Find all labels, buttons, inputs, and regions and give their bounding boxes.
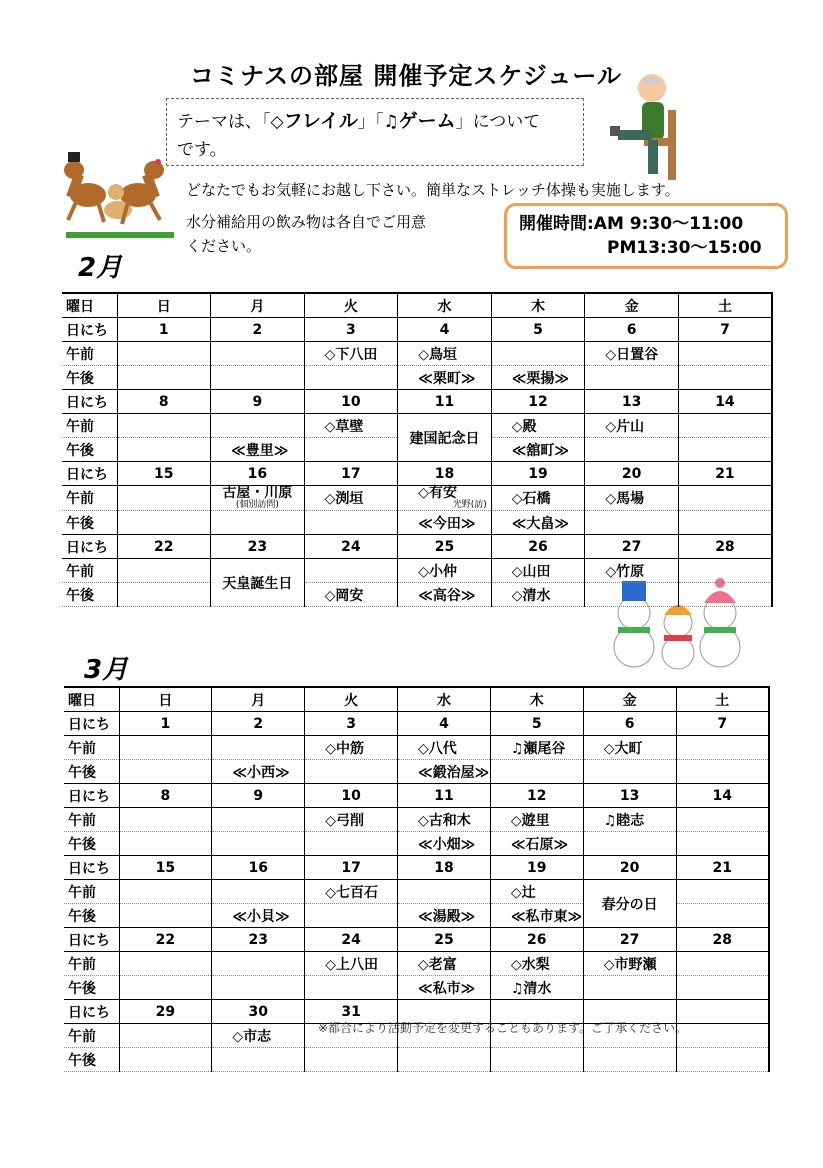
pm-event <box>676 760 769 784</box>
pm-event: ≪私市≫ <box>398 976 491 1000</box>
pm-label: 午後 <box>62 511 117 535</box>
drink-note: 水分補給用の飲み物は各自でご用意 ください。 <box>186 213 427 255</box>
weekday-5: 金 <box>585 293 679 318</box>
date-cell: 9 <box>212 784 305 808</box>
pm-event <box>490 1048 583 1072</box>
pm-event <box>585 366 679 390</box>
pm-event: ≪鍛治屋≫ <box>398 760 491 784</box>
pm-event <box>305 760 398 784</box>
am-event: ◇下八田 <box>304 342 398 366</box>
date-cell: 9 <box>211 390 305 414</box>
pm-event: ◇清水 <box>491 583 585 607</box>
pm-event: ≪小西≫ <box>212 760 305 784</box>
date-cell: 23 <box>212 928 305 952</box>
pm-label: 午後 <box>62 583 117 607</box>
pm-event <box>117 366 211 390</box>
date-cell: 4 <box>398 318 492 342</box>
mar-month-label: 3月 <box>84 655 129 685</box>
am-event <box>212 736 305 760</box>
date-cell: 14 <box>678 390 772 414</box>
pm-event: ≪大畠≫ <box>491 511 585 535</box>
am-event: ◇上八田 <box>305 952 398 976</box>
date-cell: 28 <box>678 535 772 559</box>
weekday-label: 曜日 <box>62 293 117 318</box>
pm-event <box>398 1048 491 1072</box>
intro-text: どなたでもお気軽にお越し下さい。簡単なストレッチ体操も実施します。 <box>186 181 680 199</box>
am-event: ◇遊里 <box>490 808 583 832</box>
am-event <box>119 1024 212 1048</box>
pm-label: 午後 <box>64 904 119 928</box>
theme-frail: フレイル <box>283 110 358 132</box>
date-cell: 3 <box>305 712 398 736</box>
pm-label: 午後 <box>64 760 119 784</box>
date-cell: 30 <box>212 1000 305 1024</box>
am-event <box>119 808 212 832</box>
am-event: ◇山田 <box>491 559 585 583</box>
am-label: 午前 <box>62 414 117 438</box>
theme-game: ゲーム <box>398 110 456 132</box>
hours-am: 開催時間:AM 9:30～11:00 <box>519 214 744 234</box>
date-label: 日にち <box>64 784 119 808</box>
pm-event <box>676 1048 769 1072</box>
pm-event <box>305 904 398 928</box>
am-label: 午前 <box>64 808 119 832</box>
weekday-6: 土 <box>678 293 772 318</box>
date-cell: 20 <box>585 462 679 486</box>
am-event <box>211 342 305 366</box>
pm-event <box>583 760 676 784</box>
pm-event <box>119 832 212 856</box>
am-event: ◇七百石 <box>305 880 398 904</box>
pm-event <box>304 511 398 535</box>
date-cell: 18 <box>398 462 492 486</box>
horses-illustration <box>58 140 176 240</box>
date-cell: 18 <box>398 856 491 880</box>
am-label: 午前 <box>62 559 117 583</box>
am-event: ♫睦志 <box>583 808 676 832</box>
date-cell: 22 <box>117 535 211 559</box>
pm-event: ≪高谷≫ <box>398 583 492 607</box>
am-event: ◇草壁 <box>304 414 398 438</box>
am-event: ◇老富 <box>398 952 491 976</box>
date-label: 日にち <box>64 928 119 952</box>
theme-suffix: 」について <box>455 112 541 132</box>
holiday-cell: 建国記念日 <box>398 414 492 462</box>
am-event: ◇水梨 <box>490 952 583 976</box>
date-label: 日にち <box>64 712 119 736</box>
date-cell: 11 <box>398 390 492 414</box>
mar-calendar <box>64 686 770 1072</box>
visit-note: 光野(訪) <box>452 500 487 510</box>
am-event <box>678 342 772 366</box>
pm-event <box>119 904 212 928</box>
pm-event: ≪今田≫ <box>398 511 492 535</box>
date-label: 日にち <box>62 318 117 342</box>
pm-event <box>304 366 398 390</box>
date-cell: 3 <box>304 318 398 342</box>
date-cell: 22 <box>119 928 212 952</box>
weekday-5: 金 <box>583 687 676 712</box>
date-cell: 17 <box>304 462 398 486</box>
pm-event: ≪舘町≫ <box>491 438 585 462</box>
pm-event <box>583 976 676 1000</box>
pm-event: ≪栗町≫ <box>398 366 492 390</box>
am-event <box>678 414 772 438</box>
am-event: ◇市野瀬 <box>583 952 676 976</box>
pm-event <box>117 438 211 462</box>
pm-event <box>678 366 772 390</box>
holiday-cell: 天皇誕生日 <box>211 559 305 607</box>
theme-mid: 」「♫ <box>357 112 399 132</box>
am-event: ◇鳥垣 <box>398 342 492 366</box>
date-cell: 17 <box>305 856 398 880</box>
pm-event: ◇岡安 <box>304 583 398 607</box>
weekday-4: 木 <box>490 687 583 712</box>
date-cell: 25 <box>398 928 491 952</box>
feb-calendar <box>62 292 773 607</box>
date-cell: 19 <box>490 856 583 880</box>
date-cell: 6 <box>585 318 679 342</box>
hours-pm: PM13:30～15:00 <box>607 238 762 258</box>
am-event: ◇竹原 <box>585 559 679 583</box>
feb-month-label: 2月 <box>78 253 123 283</box>
am-label: 午前 <box>64 1024 119 1048</box>
am-event: ♫瀬尾谷 <box>490 736 583 760</box>
date-cell: 21 <box>676 856 769 880</box>
date-label: 日にち <box>62 535 117 559</box>
date-cell: 16 <box>212 856 305 880</box>
date-label: 日にち <box>64 856 119 880</box>
pm-event <box>583 1048 676 1072</box>
date-cell: 5 <box>491 318 585 342</box>
am-event <box>117 559 211 583</box>
pm-event <box>305 976 398 1000</box>
theme-prefix: テーマは、「◇ <box>177 112 284 132</box>
pm-event <box>212 832 305 856</box>
date-cell: 4 <box>398 712 491 736</box>
visit-note: (個別訪問) <box>235 500 279 510</box>
pm-event: ≪豊里≫ <box>211 438 305 462</box>
date-cell: 1 <box>119 712 212 736</box>
am-event <box>212 880 305 904</box>
date-cell: 10 <box>305 784 398 808</box>
am-event <box>676 952 769 976</box>
am-event <box>491 342 585 366</box>
date-cell: 31 <box>305 1000 398 1024</box>
am-event <box>117 342 211 366</box>
date-cell: 13 <box>583 784 676 808</box>
change-notice: ※都合により活動予定を変更することもあります。ご了承ください。 <box>318 1021 688 1035</box>
am-event <box>676 808 769 832</box>
date-cell: 27 <box>585 535 679 559</box>
am-event: ◇大町 <box>583 736 676 760</box>
date-cell: 8 <box>117 390 211 414</box>
pm-label: 午後 <box>64 976 119 1000</box>
date-cell: 15 <box>117 462 211 486</box>
pm-event <box>211 366 305 390</box>
am-event <box>304 559 398 583</box>
pm-label: 午後 <box>62 366 117 390</box>
hours-box <box>504 203 788 269</box>
pm-event: ≪私市東≫ <box>490 904 583 928</box>
weekday-1: 月 <box>212 687 305 712</box>
pm-event: ≪湯殿≫ <box>398 904 491 928</box>
weekday-3: 水 <box>398 687 491 712</box>
am-event <box>117 414 211 438</box>
am-event: ◇渕垣 <box>304 486 398 511</box>
exercise-man-illustration <box>608 70 688 185</box>
date-cell: 10 <box>304 390 398 414</box>
pm-label: 午後 <box>64 1048 119 1072</box>
date-cell: 23 <box>211 535 305 559</box>
weekday-6: 土 <box>676 687 769 712</box>
am-event <box>117 486 211 511</box>
date-cell: 7 <box>678 318 772 342</box>
pm-event: ♫清水 <box>490 976 583 1000</box>
am-event <box>212 952 305 976</box>
date-cell: 13 <box>585 390 679 414</box>
am-event <box>119 952 212 976</box>
theme-box <box>166 98 584 166</box>
weekday-1: 月 <box>211 293 305 318</box>
date-cell: 16 <box>211 462 305 486</box>
pm-event: ≪小畑≫ <box>398 832 491 856</box>
weekday-4: 木 <box>491 293 585 318</box>
pm-event <box>676 904 769 928</box>
date-label: 日にち <box>64 1000 119 1024</box>
pm-event: ≪石原≫ <box>490 832 583 856</box>
am-event: 古屋・川原 (個別訪問) <box>211 486 305 511</box>
pm-event <box>585 583 679 607</box>
date-cell: 28 <box>676 928 769 952</box>
page-title: コミナスの部屋 開催予定スケジュール <box>190 62 622 90</box>
pm-event <box>678 511 772 535</box>
weekday-0: 日 <box>119 687 212 712</box>
am-event: ◇弓削 <box>305 808 398 832</box>
date-cell: 24 <box>305 928 398 952</box>
pm-event <box>678 583 772 607</box>
date-cell: 25 <box>398 535 492 559</box>
am-event <box>676 1024 769 1048</box>
date-cell: 12 <box>491 390 585 414</box>
pm-event: ≪小貝≫ <box>212 904 305 928</box>
pm-event <box>119 1048 212 1072</box>
weekday-3: 水 <box>398 293 492 318</box>
am-event <box>676 736 769 760</box>
am-label: 午前 <box>62 342 117 366</box>
am-event <box>119 736 212 760</box>
date-cell: 15 <box>119 856 212 880</box>
pm-label: 午後 <box>62 438 117 462</box>
pm-event <box>211 511 305 535</box>
pm-event <box>583 832 676 856</box>
date-cell: 19 <box>491 462 585 486</box>
am-event: ◇中筋 <box>305 736 398 760</box>
pm-event <box>117 583 211 607</box>
weekday-2: 火 <box>304 293 398 318</box>
am-label: 午前 <box>64 952 119 976</box>
am-event: ◇日置谷 <box>585 342 679 366</box>
am-event: ◇八代 <box>398 736 491 760</box>
pm-event <box>119 976 212 1000</box>
am-event: ◇片山 <box>585 414 679 438</box>
date-cell: 21 <box>678 462 772 486</box>
date-cell: 29 <box>119 1000 212 1024</box>
am-event <box>678 486 772 511</box>
pm-label: 午後 <box>64 832 119 856</box>
am-label: 午前 <box>62 486 117 511</box>
date-cell: 14 <box>676 784 769 808</box>
date-cell: 11 <box>398 784 491 808</box>
am-event: ◇古和木 <box>398 808 491 832</box>
am-label: 午前 <box>64 736 119 760</box>
pm-event <box>305 1048 398 1072</box>
am-event: ◇石橋 <box>491 486 585 511</box>
pm-event <box>305 832 398 856</box>
pm-event <box>676 976 769 1000</box>
am-label: 午前 <box>64 880 119 904</box>
date-cell: 8 <box>119 784 212 808</box>
pm-event <box>212 1048 305 1072</box>
date-cell <box>676 1000 769 1024</box>
date-cell: 26 <box>491 535 585 559</box>
date-label: 日にち <box>62 462 117 486</box>
am-event: ◇小仲 <box>398 559 492 583</box>
pm-event <box>490 760 583 784</box>
date-cell: 1 <box>117 318 211 342</box>
pm-event <box>119 760 212 784</box>
pm-event <box>304 438 398 462</box>
pm-event <box>117 511 211 535</box>
date-cell: 6 <box>583 712 676 736</box>
date-cell: 7 <box>676 712 769 736</box>
date-cell: 24 <box>304 535 398 559</box>
holiday-cell: 春分の日 <box>583 880 676 928</box>
date-label: 日にち <box>62 390 117 414</box>
am-event: ◇辻 <box>490 880 583 904</box>
pm-event <box>585 511 679 535</box>
pm-event: ≪栗揚≫ <box>491 366 585 390</box>
date-cell: 2 <box>212 712 305 736</box>
weekday-0: 日 <box>117 293 211 318</box>
pm-event <box>585 438 679 462</box>
pm-event <box>678 438 772 462</box>
am-event <box>678 559 772 583</box>
am-event <box>119 880 212 904</box>
date-cell: 5 <box>490 712 583 736</box>
am-event <box>676 880 769 904</box>
date-cell: 12 <box>490 784 583 808</box>
pm-event <box>212 976 305 1000</box>
am-event <box>398 880 491 904</box>
date-cell: 26 <box>490 928 583 952</box>
weekday-label: 曜日 <box>64 687 119 712</box>
pm-event <box>676 832 769 856</box>
theme-line2: です。 <box>177 140 227 160</box>
am-event <box>211 414 305 438</box>
date-cell: 20 <box>583 856 676 880</box>
am-event: ◇有安 光野(訪) <box>398 486 492 511</box>
am-event: ◇馬場 <box>585 486 679 511</box>
date-cell: 27 <box>583 928 676 952</box>
am-event: ◇市志 <box>212 1024 305 1048</box>
weekday-2: 火 <box>305 687 398 712</box>
am-event: ◇殿 <box>491 414 585 438</box>
am-event <box>212 808 305 832</box>
date-cell: 2 <box>211 318 305 342</box>
